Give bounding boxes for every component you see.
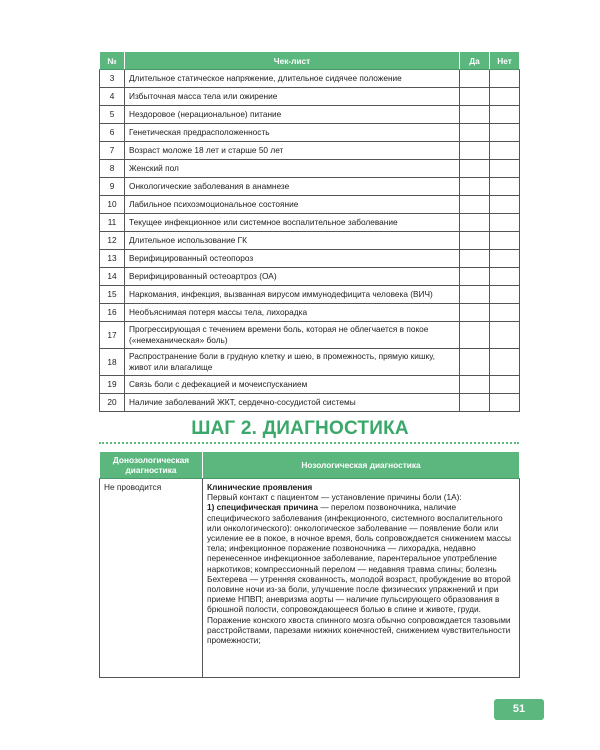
table-row xyxy=(100,106,520,124)
yes-cell[interactable] xyxy=(460,106,490,124)
table-row xyxy=(100,178,520,196)
row-text: Наличие заболеваний ЖКТ, сердечно-сосудистой системы xyxy=(125,394,460,412)
row-number: 9 xyxy=(100,178,125,196)
header-prenosological: Донозологическая диагностика xyxy=(100,452,203,479)
yes-cell[interactable] xyxy=(460,250,490,268)
row-number: 17 xyxy=(100,322,125,349)
no-cell[interactable] xyxy=(490,178,520,196)
table-row xyxy=(100,250,520,268)
yes-cell[interactable] xyxy=(460,88,490,106)
no-cell[interactable] xyxy=(490,160,520,178)
table-row xyxy=(100,376,520,394)
checklist-header-row xyxy=(100,52,520,70)
row-text: Возраст моложе 18 лет и старше 50 лет xyxy=(125,142,460,160)
no-cell[interactable] xyxy=(490,124,520,142)
row-text: Женский пол xyxy=(125,160,460,178)
specific-cause-text: — перелом позвоночника, наличие специфического заболевания (инфекционного, системного воспалительного или онкологического): онкологическое заболевание — появление боли или усиление ее в покое, в ночное время, боль сопровождается снижением массы тела; инфекционное поражение позвоночника — лихорадка, недавно перенесенное инфекционное заболевание, парентеральное употребление наркотиков; компрессионный перелом — недавняя травма спины; болезнь Бехтерева — утренняя скованность, молодой возраст, пробуждение во второй половине ночи из-за боли, улучшение после физических упражнений и при приеме НПВП; аневризма аорты — наличие пульсирующего образования в брюшной полости, сопровождающееся болью в спине и животе, груди. Поражение конского хвоста спинного мозга обычно сопровождается тазовыми расстройствами, парезами нижних конечностей, снижением чувствительности промежности; xyxy=(207,502,511,646)
no-cell[interactable] xyxy=(490,286,520,304)
table-row xyxy=(100,214,520,232)
no-cell[interactable] xyxy=(490,214,520,232)
no-cell[interactable] xyxy=(490,88,520,106)
no-cell[interactable] xyxy=(490,70,520,88)
row-number: 15 xyxy=(100,286,125,304)
yes-cell[interactable] xyxy=(460,214,490,232)
yes-cell[interactable] xyxy=(460,196,490,214)
yes-cell[interactable] xyxy=(460,178,490,196)
row-number: 14 xyxy=(100,268,125,286)
row-text: Длительное использование ГК xyxy=(125,232,460,250)
row-number: 4 xyxy=(100,88,125,106)
table-row xyxy=(100,286,520,304)
row-text: Необъяснимая потеря массы тела, лихорадка xyxy=(125,304,460,322)
prenosological-value: Не проводится xyxy=(100,479,203,678)
row-number: 13 xyxy=(100,250,125,268)
no-cell[interactable] xyxy=(490,349,520,376)
no-cell[interactable] xyxy=(490,250,520,268)
row-text: Онкологические заболевания в анамнезе xyxy=(125,178,460,196)
no-cell[interactable] xyxy=(490,232,520,250)
yes-cell[interactable] xyxy=(460,160,490,178)
table-row xyxy=(100,268,520,286)
yes-cell[interactable] xyxy=(460,322,490,349)
table-row xyxy=(100,70,520,88)
diagnostics-row xyxy=(100,479,520,678)
row-number: 12 xyxy=(100,232,125,250)
row-text: Наркомания, инфекция, вызванная вирусом иммунодефицита человека (ВИЧ) xyxy=(125,286,460,304)
row-number: 19 xyxy=(100,376,125,394)
row-number: 10 xyxy=(100,196,125,214)
yes-cell[interactable] xyxy=(460,268,490,286)
table-row xyxy=(100,88,520,106)
header-num: № xyxy=(100,52,125,70)
row-number: 7 xyxy=(100,142,125,160)
no-cell[interactable] xyxy=(490,196,520,214)
no-cell[interactable] xyxy=(490,268,520,286)
dotted-divider xyxy=(99,442,519,444)
step-title: ШАГ 2. ДИАГНОСТИКА xyxy=(191,418,409,439)
table-row xyxy=(100,196,520,214)
row-text: Связь боли с дефекацией и мочеиспусканием xyxy=(125,376,460,394)
no-cell[interactable] xyxy=(490,106,520,124)
row-text: Генетическая предрасположенность xyxy=(125,124,460,142)
header-checklist: Чек-лист xyxy=(125,52,460,70)
yes-cell[interactable] xyxy=(460,232,490,250)
specific-cause-label: 1) специфическая причина xyxy=(207,502,319,513)
specific-cause-paragraph xyxy=(207,502,515,645)
row-number: 5 xyxy=(100,106,125,124)
yes-cell[interactable] xyxy=(460,349,490,376)
yes-cell[interactable] xyxy=(460,286,490,304)
clinical-heading: Клинические проявления xyxy=(207,482,313,492)
no-cell[interactable] xyxy=(490,376,520,394)
nosological-content xyxy=(203,479,520,678)
row-text: Лабильное психоэмоциональное состояние xyxy=(125,196,460,214)
row-text: Нездоровое (нерациональное) питание xyxy=(125,106,460,124)
row-text: Распространение боли в грудную клетку и шею, в промежность, прямую кишку, живот или влагалище xyxy=(125,349,460,376)
table-row xyxy=(100,160,520,178)
table-row xyxy=(100,142,520,160)
table-row xyxy=(100,394,520,412)
yes-cell[interactable] xyxy=(460,304,490,322)
row-number: 20 xyxy=(100,394,125,412)
yes-cell[interactable] xyxy=(460,376,490,394)
no-cell[interactable] xyxy=(490,304,520,322)
first-contact-text: Первый контакт с пациентом — установление причины боли (1А): xyxy=(207,492,462,503)
header-no: Нет xyxy=(490,52,520,70)
row-number: 18 xyxy=(100,349,125,376)
row-text: Длительное статическое напряжение, длительное сидячее положение xyxy=(125,70,460,88)
yes-cell[interactable] xyxy=(460,142,490,160)
row-text: Прогрессирующая с течением времени боль, которая не облегчается в покое («немеханическая» боль) xyxy=(125,322,460,349)
table-row xyxy=(100,322,520,349)
row-text: Текущее инфекционное или системное воспалительное заболевание xyxy=(125,214,460,232)
diagnostics-table xyxy=(99,451,520,678)
table-row xyxy=(100,349,520,376)
row-text: Избыточная масса тела или ожирение xyxy=(125,88,460,106)
header-yes: Да xyxy=(460,52,490,70)
row-text: Верифицированный остеопороз xyxy=(125,250,460,268)
no-cell[interactable] xyxy=(490,394,520,412)
checklist-table xyxy=(99,51,520,412)
row-number: 8 xyxy=(100,160,125,178)
no-cell[interactable] xyxy=(490,322,520,349)
row-number: 3 xyxy=(100,70,125,88)
no-cell[interactable] xyxy=(490,142,520,160)
yes-cell[interactable] xyxy=(460,124,490,142)
row-number: 16 xyxy=(100,304,125,322)
row-number: 11 xyxy=(100,214,125,232)
row-text: Верифицированный остеоартроз (ОА) xyxy=(125,268,460,286)
yes-cell[interactable] xyxy=(460,394,490,412)
yes-cell[interactable] xyxy=(460,70,490,88)
diagnostics-header-row xyxy=(100,452,520,479)
row-number: 6 xyxy=(100,124,125,142)
page-number: 51 xyxy=(494,699,544,720)
table-row xyxy=(100,124,520,142)
header-nosological: Нозологическая диагностика xyxy=(203,452,520,479)
table-row xyxy=(100,304,520,322)
table-row xyxy=(100,232,520,250)
